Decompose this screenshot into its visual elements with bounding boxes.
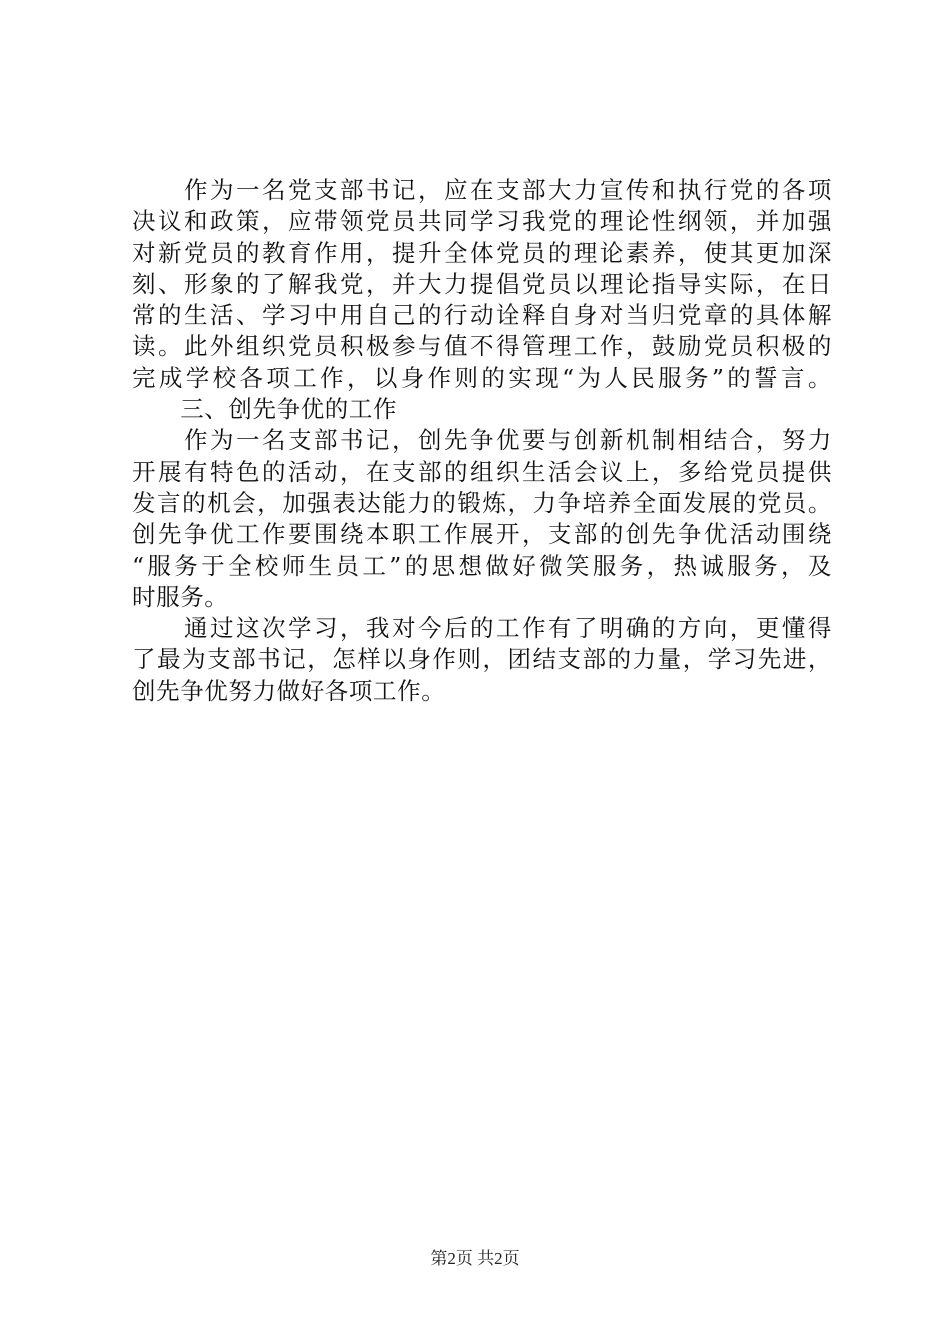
text-line: 通过这次学习，我对今后的工作有了明确的方向，更懂得 <box>132 614 832 643</box>
text-line: 发言的机会，加强表达能力的锻炼，力争培养全面发展的党员。 <box>132 488 832 517</box>
text-line: 作为一名支部书记，创先争优要与创新机制相结合，努力 <box>132 426 832 455</box>
text-line: 读。此外组织党员积极参与值不得管理工作，鼓励党员积极的 <box>132 332 832 361</box>
page-number-footer: 第2页 共2页 <box>430 1249 520 1268</box>
text-line: 对新党员的教育作用，提升全体党员的理论素养，使其更加深 <box>132 238 832 267</box>
text-line: 常的生活、学习中用自己的行动诠释自身对当归党章的具体解 <box>132 301 832 330</box>
body-text <box>132 175 832 707</box>
text-line: 创先争优工作要围绕本职工作展开，支部的创先争优活动围绕 <box>132 520 832 549</box>
text-line: 完成学校各项工作，以身作则的实现“为人民服务”的誓言。 <box>132 363 832 392</box>
text-line: 时服务。 <box>132 582 229 611</box>
text-line: 开展有特色的活动，在支部的组织生活会议上，多给党员提供 <box>132 457 832 486</box>
text-line: 创先争优努力做好各项工作。 <box>132 676 446 705</box>
text-line: 决议和政策，应带领党员共同学习我党的理论性纲领，并加强 <box>132 207 832 236</box>
text-line: 了最为支部书记，怎样以身作则，团结支部的力量，学习先进， <box>132 645 832 674</box>
text-line: 作为一名党支部书记，应在支部大力宣传和执行党的各项 <box>132 176 832 204</box>
text-line: “服务于全校师生员工”的思想做好微笑服务，热诚服务，及 <box>132 551 832 580</box>
text-line: 刻、形象的了解我党，并大力提倡党员以理论指导实际，在日 <box>132 269 832 298</box>
section-heading: 三、创先争优的工作 <box>132 395 398 424</box>
